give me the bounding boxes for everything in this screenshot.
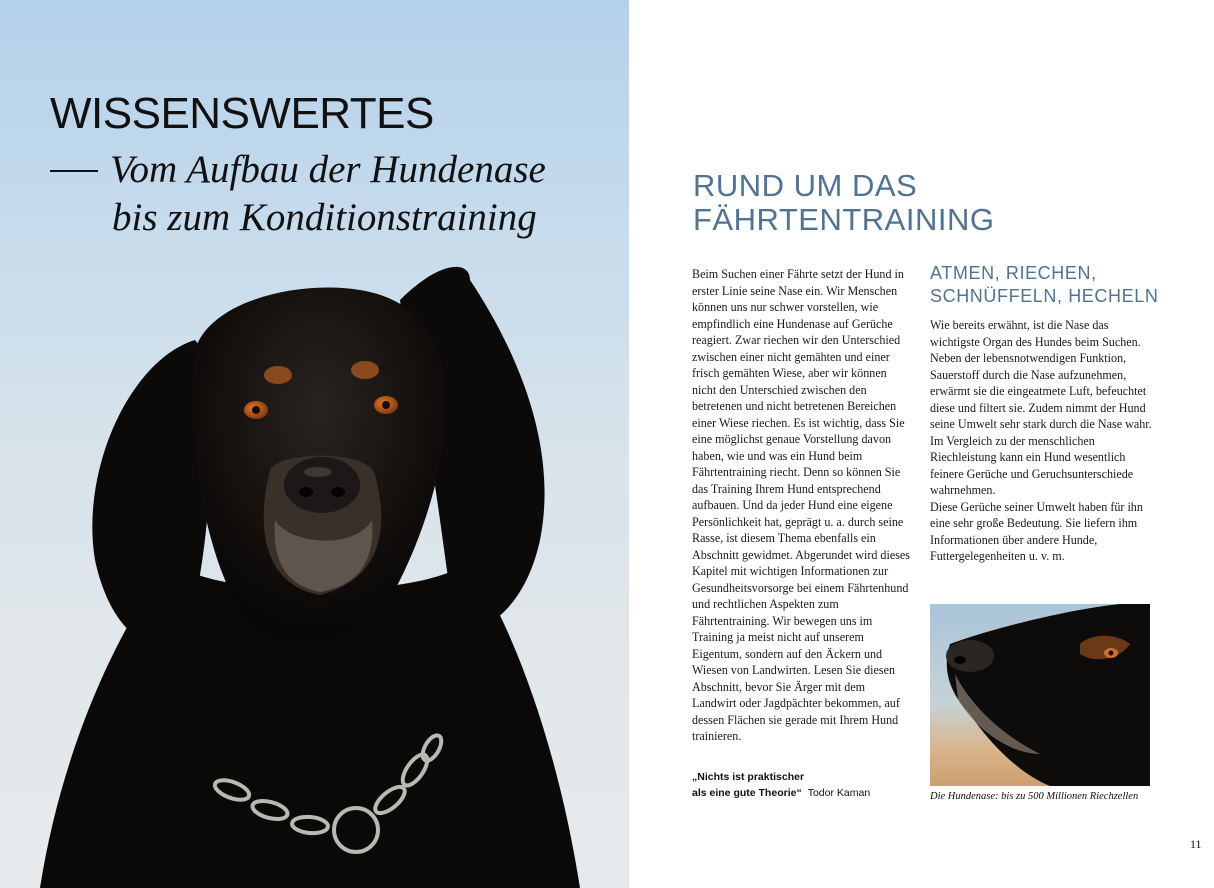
- image-caption: Die Hundenase: bis zu 500 Millionen Riechzellen: [930, 791, 1139, 802]
- quote-author: Todor Kaman: [807, 787, 871, 799]
- subtitle-line-1: Vom Aufbau der Hundenase: [110, 148, 546, 191]
- dog-nose-image: [930, 604, 1150, 786]
- subheading-line-2: SCHNÜFFELN, HECHELN: [930, 286, 1159, 306]
- section-kicker: WISSENSWERTES: [50, 89, 434, 138]
- em-dash-rule: [50, 170, 98, 172]
- quote-line-2: als eine gute Theorie“: [692, 787, 802, 799]
- body-paragraph: Beim Suchen einer Fährte setzt der Hund in erster Linie seine Nase ein. Wir Menschen können uns nur schwer vorstellen, wie empfindlich eine Hundenase auf Gerüche reagiert. Zwar riechen wir den Unterschied zwischen einer nicht gemähten und einer frisch gemähten Wiese, aber wir können nicht den Unterschied zwischen den betretenen und nicht betretenen Bereichen einer Wiese riechen. Es ist wichtig, dass Sie eine möglichst genaue Vorstellung davon haben, wie und was ein Hund beim Fährtentraining riecht. Denn so können Sie das Training Ihrem Hund entsprechend aufbauen. Und da jeder Hund eine eigene Persönlichkeit hat, geprägt u. a. durch seine Rasse, ist diesem Thema ebenfalls ein Abschnitt gewidmet. Abgerundet wird dieses Kapitel mit wichtigen Informationen zur Gesundheitsvorsorge bei einem Fährtenhund und rechtlichen Aspekten zum Fährtentraining. Wir bewegen uns im Training ja meist nicht auf unserem Eigentum, sondern auf den Äckern und Wiesen von Landwirten. Lesen Sie diesen Abschnitt, bevor Sie Ärger mit dem Landwirt oder Jagdpächter bekommen, auf dessen Flächen sie gerade mit Ihrem Hund trainieren.: [692, 267, 910, 743]
- quote-block: [692, 769, 952, 801]
- subtitle-line-2: bis zum Konditionstraining: [112, 196, 537, 239]
- body-column-left: [692, 266, 910, 745]
- right-page: [629, 0, 1214, 888]
- page-number: 11: [1190, 837, 1202, 851]
- right-paragraph-2: Diese Gerüche seiner Umwelt haben für ihn eine sehr große Bedeutung. Sie liefern ihm Informationen über andere Hunde, Futtergelegenheiten u. v. m.: [930, 499, 1143, 563]
- right-paragraph-1: Wie bereits erwähnt, ist die Nase das wichtigste Organ des Hundes beim Suchen. Neben der lebensnotwendigen Funktion, Sauerstoff durch die Nase aufzunehmen, erwärmt sie die eingeatmete Luft, befeuchtet diese und filtert sie. Zudem nimmt der Hund seine Umwelt sehr stark durch die Nase wahr. Im Vergleich zu der menschlichen Riechleistung kann ein Hund wesentlich feinere Gerüche und Geruchsunterschiede wahrnehmen.: [930, 318, 1152, 497]
- section-subheading: [930, 262, 1180, 308]
- quote-line-1: „Nichts ist praktischer: [692, 771, 805, 783]
- chapter-subtitle: [50, 146, 610, 242]
- subheading-line-1: ATMEN, RIECHEN,: [930, 263, 1097, 283]
- body-column-right: [930, 317, 1155, 565]
- chapter-heading: RUND UM DAS FÄHRTENTRAINING: [693, 168, 995, 237]
